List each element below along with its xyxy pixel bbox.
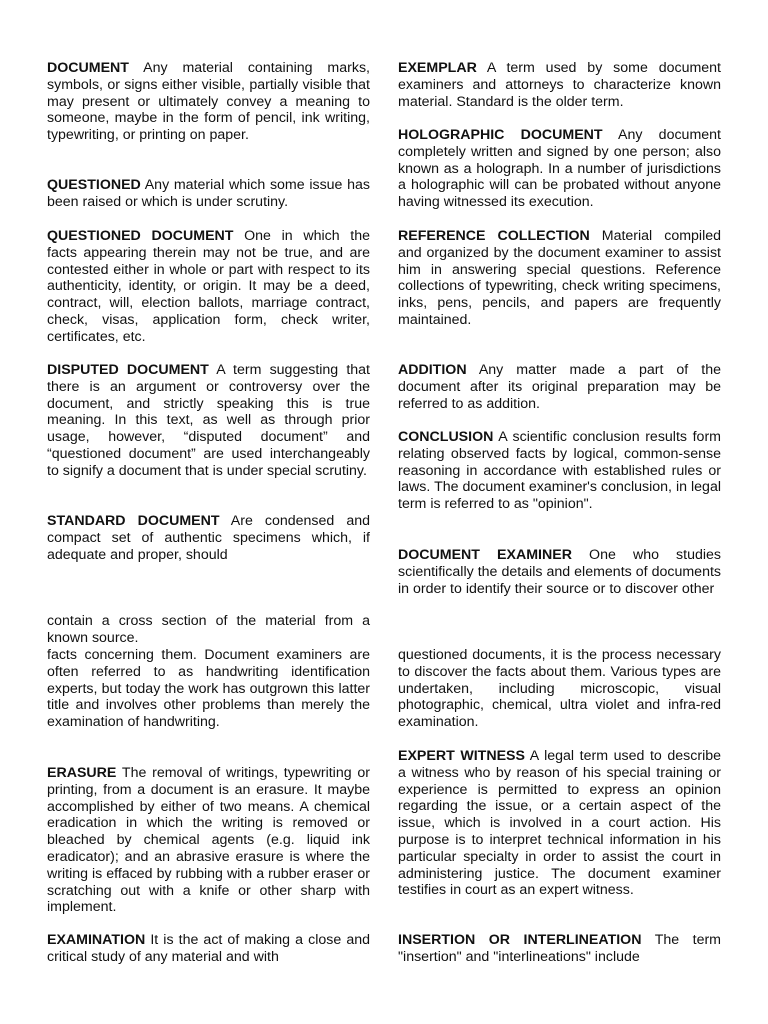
definition-addition xyxy=(398,362,721,412)
term-insertion-or-interlineation: INSERTION OR INTERLINEATION xyxy=(398,932,642,948)
definition-holographic-document xyxy=(398,127,721,211)
term-addition: ADDITION xyxy=(398,362,467,378)
term-expert-witness: EXPERT WITNESS xyxy=(398,748,525,764)
definition-text: One in which the facts appearing therein may not be true, and are contested either in whole or part with respect to its authenticity, identity, or origin. It may be a deed, contract, will, election ballots, marriage contract, check, visas, application form, check writer, certificates, etc. xyxy=(47,228,370,345)
continuation-text xyxy=(47,613,370,647)
definition-text: A legal term used to describe a witness who by reason of his special training or experience is permitted to express an opinion regarding the issue, or a certain aspect of the issue, which is involved in a court action. His purpose is to interpret technical information in his particular specialty in order to assist the court in administering justice. The document examiner testifies in court as an expert witness. xyxy=(398,748,722,899)
term-reference-collection: REFERENCE COLLECTION xyxy=(398,228,590,244)
definition-text: Any document completely written and signed by one person; also known as a holograph. In a number of jurisdictions a holographic will can be probated without anyone having witnessed its execution. xyxy=(398,127,721,211)
term-holographic-document: HOLOGRAPHIC DOCUMENT xyxy=(398,127,603,143)
term-questioned-document: QUESTIONED DOCUMENT xyxy=(47,228,234,244)
definition-expert-witness xyxy=(398,748,721,899)
definition-disputed-document xyxy=(47,362,370,480)
continuation-text xyxy=(398,647,721,731)
definition-document-examiner xyxy=(398,547,721,597)
continuation-text xyxy=(47,647,370,731)
definition-text: questioned documents, it is the process necessary to discover the facts about them. Various types are undertaken, including microscopic, visual photographic, chemical, ultra violet and infra-red examination. xyxy=(398,647,721,731)
term-exemplar: EXEMPLAR xyxy=(398,60,477,76)
definition-reference-collection xyxy=(398,228,721,329)
definition-text: The term "insertion" and "interlineations" include xyxy=(398,932,722,965)
definition-examination xyxy=(47,932,370,966)
definition-questioned-document xyxy=(47,228,370,346)
term-document: DOCUMENT xyxy=(47,60,129,76)
definition-text: A term used by some document examiners and attorneys to characterize known material. Standard is the older term. xyxy=(398,60,721,110)
definition-text: Are condensed and compact set of authentic specimens which, if adequate and proper, should xyxy=(47,513,370,563)
definition-text: contain a cross section of the material from a known source. xyxy=(47,613,370,646)
definition-text: A term suggesting that there is an argument or controversy over the document, and strictly speaking this is true meaning. In this text, as well as through prior usage, however, “disputed document” and “questioned document” are used interchangeably to signify a document that is under special scrutiny. xyxy=(47,362,370,479)
definition-exemplar xyxy=(398,60,721,110)
definition-text: It is the act of making a close and critical study of any material and with xyxy=(47,932,370,965)
term-disputed-document: DISPUTED DOCUMENT xyxy=(47,362,209,378)
definition-standard-document xyxy=(47,513,370,563)
definition-text: The removal of writings, typewriting or printing, from a document is an erasure. It maybe accomplished by either of two means. A chemical eradication in which the writing is removed or bleached by chemical agents (e.g. liquid ink eradicator); and an abrasive erasure is where the writing is effaced by rubbing with a rubber eraser or scratching out with a knife or other sharp with implement. xyxy=(47,765,370,916)
term-erasure: ERASURE xyxy=(47,765,117,781)
term-questioned: QUESTIONED xyxy=(47,177,141,193)
definition-text: facts concerning them. Document examiners are often referred to as handwriting identification experts, but today the work has outgrown this latter title and involves other problems than merely the examination of handwriting. xyxy=(47,647,370,731)
definition-document xyxy=(47,60,370,144)
definition-conclusion xyxy=(398,429,721,513)
definition-text: Material compiled and organized by the document examiner to assist him in answering special questions. Reference collections of typewriting, check writing specimens, inks, pens, pencils, and papers are frequently maintained. xyxy=(398,228,722,328)
term-conclusion: CONCLUSION xyxy=(398,429,494,445)
definition-text: One who studies scientifically the details and elements of documents in order to identify their source or to discover other xyxy=(398,547,722,597)
term-document-examiner: DOCUMENT EXAMINER xyxy=(398,547,572,563)
definition-erasure xyxy=(47,765,370,916)
term-examination: EXAMINATION xyxy=(47,932,146,948)
definition-text: Any material which some issue has been raised or which is under scrutiny. xyxy=(47,177,370,210)
definition-text: A scientific conclusion results form relating observed facts by logical, common-sense reasoning in accordance with established rules or laws. The document examiner's conclusion, in legal term is referred to as "opinion". xyxy=(398,429,721,513)
term-standard-document: STANDARD DOCUMENT xyxy=(47,513,220,529)
definition-text: Any matter made a part of the document after its original preparation may be referred to as addition. xyxy=(398,362,721,412)
definition-text: Any material containing marks, symbols, or signs either visible, partially visible that may present or ultimately convey a meaning to someone, maybe in the form of pencil, ink writing, typewriting, or printing on paper. xyxy=(47,60,370,144)
definition-questioned xyxy=(47,177,370,211)
definition-insertion-or-interlineation xyxy=(398,932,721,966)
